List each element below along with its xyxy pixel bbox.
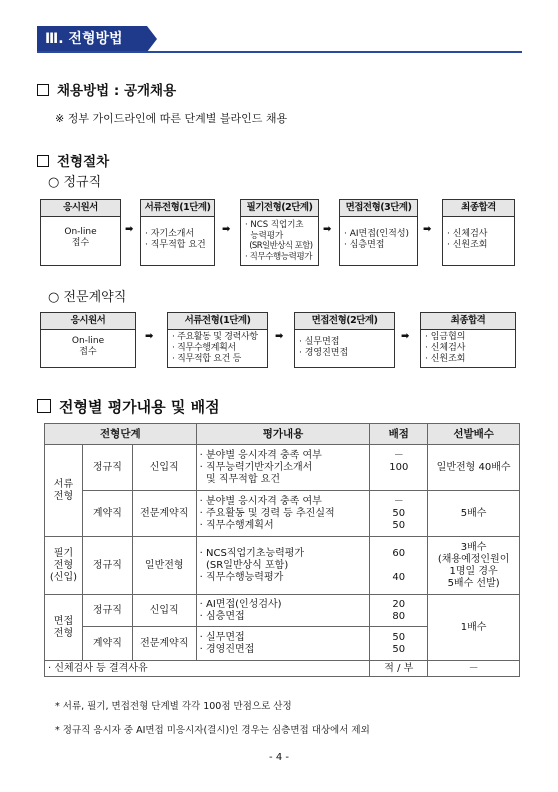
- score-line: 20: [392, 598, 406, 610]
- stage-cell: 서류 전형: [45, 445, 83, 537]
- type-cell: 정규직: [82, 537, 132, 595]
- stage-cell: 면접 전형: [45, 595, 83, 661]
- content-line: · 분야별 응시자격 충족 여부: [199, 449, 322, 461]
- score-line: 50: [392, 643, 406, 655]
- section-title-arrow: [147, 26, 157, 52]
- score-line: －: [393, 495, 404, 507]
- header-content: 평가내용: [196, 424, 370, 445]
- contract-step-interview: [294, 312, 395, 368]
- evaluation-table: [44, 423, 520, 677]
- content-line: · 직무능력기반자기소개서: [199, 461, 313, 473]
- content-line: · NCS직업기초능력평가: [199, 547, 305, 559]
- recruit-heading: [37, 79, 176, 99]
- content-cell: · 신체검사 등 결격사유: [45, 661, 370, 677]
- content-line: · 직무수행계획서: [199, 519, 274, 531]
- score-cell: [370, 627, 428, 661]
- step-line: · 신원조회: [447, 240, 488, 250]
- score-line: 50: [392, 519, 406, 531]
- step-line: · 심층면접: [344, 240, 385, 250]
- regular-step-interview: [339, 199, 418, 266]
- type-cell: 정규직: [82, 595, 132, 627]
- score-line: 40: [392, 571, 406, 583]
- step-title: 서류전형(1단계): [141, 200, 214, 217]
- section-divider: [37, 51, 522, 53]
- arrow-right-icon: ➡: [275, 331, 284, 342]
- ratio-line: 3배수: [460, 541, 487, 553]
- step-line: · 자기소개서: [145, 229, 195, 239]
- ratio-line: (채용예정인원이: [437, 553, 510, 565]
- step-line: On-line: [71, 336, 105, 346]
- step-line: 접수: [79, 347, 97, 357]
- table-row: [45, 661, 520, 677]
- score-cell: [370, 595, 428, 627]
- step-title: 서류전형(1단계): [168, 313, 267, 330]
- step-line: On-line: [64, 227, 97, 237]
- arrow-right-icon: ➡: [222, 224, 231, 235]
- arrow-right-icon: ➡: [145, 331, 154, 342]
- score-cell: 적 / 부: [370, 661, 428, 677]
- step-title: 최종합격: [443, 200, 514, 217]
- content-line: · 경영진면접: [199, 643, 255, 655]
- ratio-cell: 1배수: [428, 595, 520, 661]
- sub-cell: 신입직: [132, 445, 196, 491]
- step-line: · 직무적합 요건 등: [172, 354, 242, 364]
- footnote: * 정규직 응시자 중 AI면접 미응시자(결시)인 경우는 심층면접 대상에서 제외: [55, 725, 370, 736]
- ratio-cell: 5배수: [428, 491, 520, 537]
- content-line: (SR일반상식 포함): [199, 559, 289, 571]
- process-heading-text: 전형절차: [57, 154, 110, 170]
- stage-cell: 필기 전형 (신입): [45, 537, 83, 595]
- score-line: 80: [392, 610, 406, 622]
- regular-step-written: [240, 199, 319, 266]
- step-line: · 신원조회: [425, 354, 466, 364]
- contract-step-application: [40, 312, 136, 368]
- score-line: 50: [392, 631, 406, 643]
- step-title: 필기전형(2단계): [241, 200, 318, 217]
- sub-cell: 전문계약직: [132, 491, 196, 537]
- step-line: · 경영진면접: [299, 348, 349, 358]
- content-line: · 실무면접: [199, 631, 245, 643]
- content-line: · AI면접(인성검사): [199, 598, 282, 610]
- step-line: · 실무면접: [299, 337, 340, 347]
- sub-cell: 전문계약직: [132, 627, 196, 661]
- checkbox-square-icon: [37, 155, 49, 167]
- evaluation-heading-text: 전형별 평가내용 및 배점: [59, 398, 220, 416]
- regular-step-application: [40, 199, 121, 266]
- content-cell: [196, 537, 370, 595]
- step-line: 접수: [71, 238, 90, 248]
- header-stage: 전형단계: [45, 424, 197, 445]
- score-line: －: [393, 449, 404, 461]
- score-line: 60: [392, 547, 406, 559]
- contract-step-final: [420, 312, 516, 368]
- step-line: · 임금협의: [425, 332, 466, 342]
- table-row: [45, 595, 520, 627]
- step-line: · 직무수행계획서: [172, 343, 236, 353]
- regular-label: ○ 정규직: [48, 175, 102, 190]
- content-line: 및 직무적합 요건: [199, 473, 280, 485]
- ratio-cell: 일반전형 40배수: [428, 445, 520, 491]
- evaluation-heading: [37, 396, 220, 417]
- table-header-row: [45, 424, 520, 445]
- sub-cell: 일반전형: [132, 537, 196, 595]
- step-line: · 신체검사: [425, 343, 466, 353]
- step-title: 응시원서: [41, 313, 135, 330]
- sub-cell: 신입직: [132, 595, 196, 627]
- content-line: · 심층면접: [199, 610, 245, 622]
- arrow-right-icon: ➡: [125, 224, 134, 235]
- step-line: (SR일반상식 포함): [245, 241, 313, 251]
- ratio-cell: [428, 537, 520, 595]
- ratio-cell: －: [428, 661, 520, 677]
- header-ratio: 선발배수: [428, 424, 520, 445]
- ratio-line: 5배수 선발): [447, 577, 500, 589]
- section-title: Ⅲ. 전형방법: [37, 26, 147, 52]
- regular-step-final: [442, 199, 515, 266]
- step-line: · AI면접(인적성): [344, 229, 410, 239]
- arrow-right-icon: ➡: [323, 224, 332, 235]
- header-score: 배점: [370, 424, 428, 445]
- content-line: · 주요활동 및 경력 등 추진실적: [199, 507, 335, 519]
- content-line: · 분야별 응시자격 충족 여부: [199, 495, 322, 507]
- step-title: 최종합격: [421, 313, 515, 330]
- contract-step-document: [167, 312, 268, 368]
- table-row: [45, 445, 520, 491]
- process-heading: [37, 150, 109, 170]
- footnote: * 서류, 필기, 면접전형 단계별 각각 100점 만점으로 산정: [55, 701, 292, 712]
- content-cell: [196, 627, 370, 661]
- score-cell: [370, 537, 428, 595]
- content-line: · 직무수행능력평가: [199, 571, 284, 583]
- step-title: 응시원서: [41, 200, 120, 217]
- arrow-right-icon: ➡: [423, 224, 432, 235]
- step-line: · 신체검사: [447, 229, 488, 239]
- checkbox-square-icon: [37, 399, 51, 413]
- content-cell: [196, 445, 370, 491]
- type-cell: 계약직: [82, 627, 132, 661]
- step-line: · 주요활동 및 경력사항: [172, 332, 258, 342]
- table-row: [45, 537, 520, 595]
- recruit-note: ※ 정부 가이드라인에 따른 단계별 블라인드 채용: [55, 112, 288, 125]
- checkbox-square-icon: [37, 84, 49, 96]
- type-cell: 정규직: [82, 445, 132, 491]
- ratio-line: 1명일 경우: [449, 565, 498, 577]
- step-title: 면접전형(3단계): [340, 200, 417, 217]
- regular-step-document: [140, 199, 215, 266]
- step-line: · 직무수행능력평가: [245, 251, 313, 262]
- step-line: 능력평가: [245, 230, 284, 241]
- score-cell: [370, 445, 428, 491]
- step-title: 면접전형(2단계): [295, 313, 394, 330]
- content-cell: [196, 491, 370, 537]
- step-line: · NCS 직업기초: [245, 220, 304, 230]
- score-line: 50: [392, 507, 406, 519]
- score-cell: [370, 491, 428, 537]
- score-line: 100: [389, 461, 409, 473]
- step-line: · 직무적합 요건: [145, 240, 206, 250]
- content-cell: [196, 595, 370, 627]
- arrow-right-icon: ➡: [401, 331, 410, 342]
- type-cell: 계약직: [82, 491, 132, 537]
- contract-label: ○ 전문계약직: [48, 290, 127, 305]
- page-number: - 4 -: [269, 752, 289, 763]
- table-row: [45, 491, 520, 537]
- recruit-heading-text: 채용방법 : 공개채용: [57, 83, 177, 99]
